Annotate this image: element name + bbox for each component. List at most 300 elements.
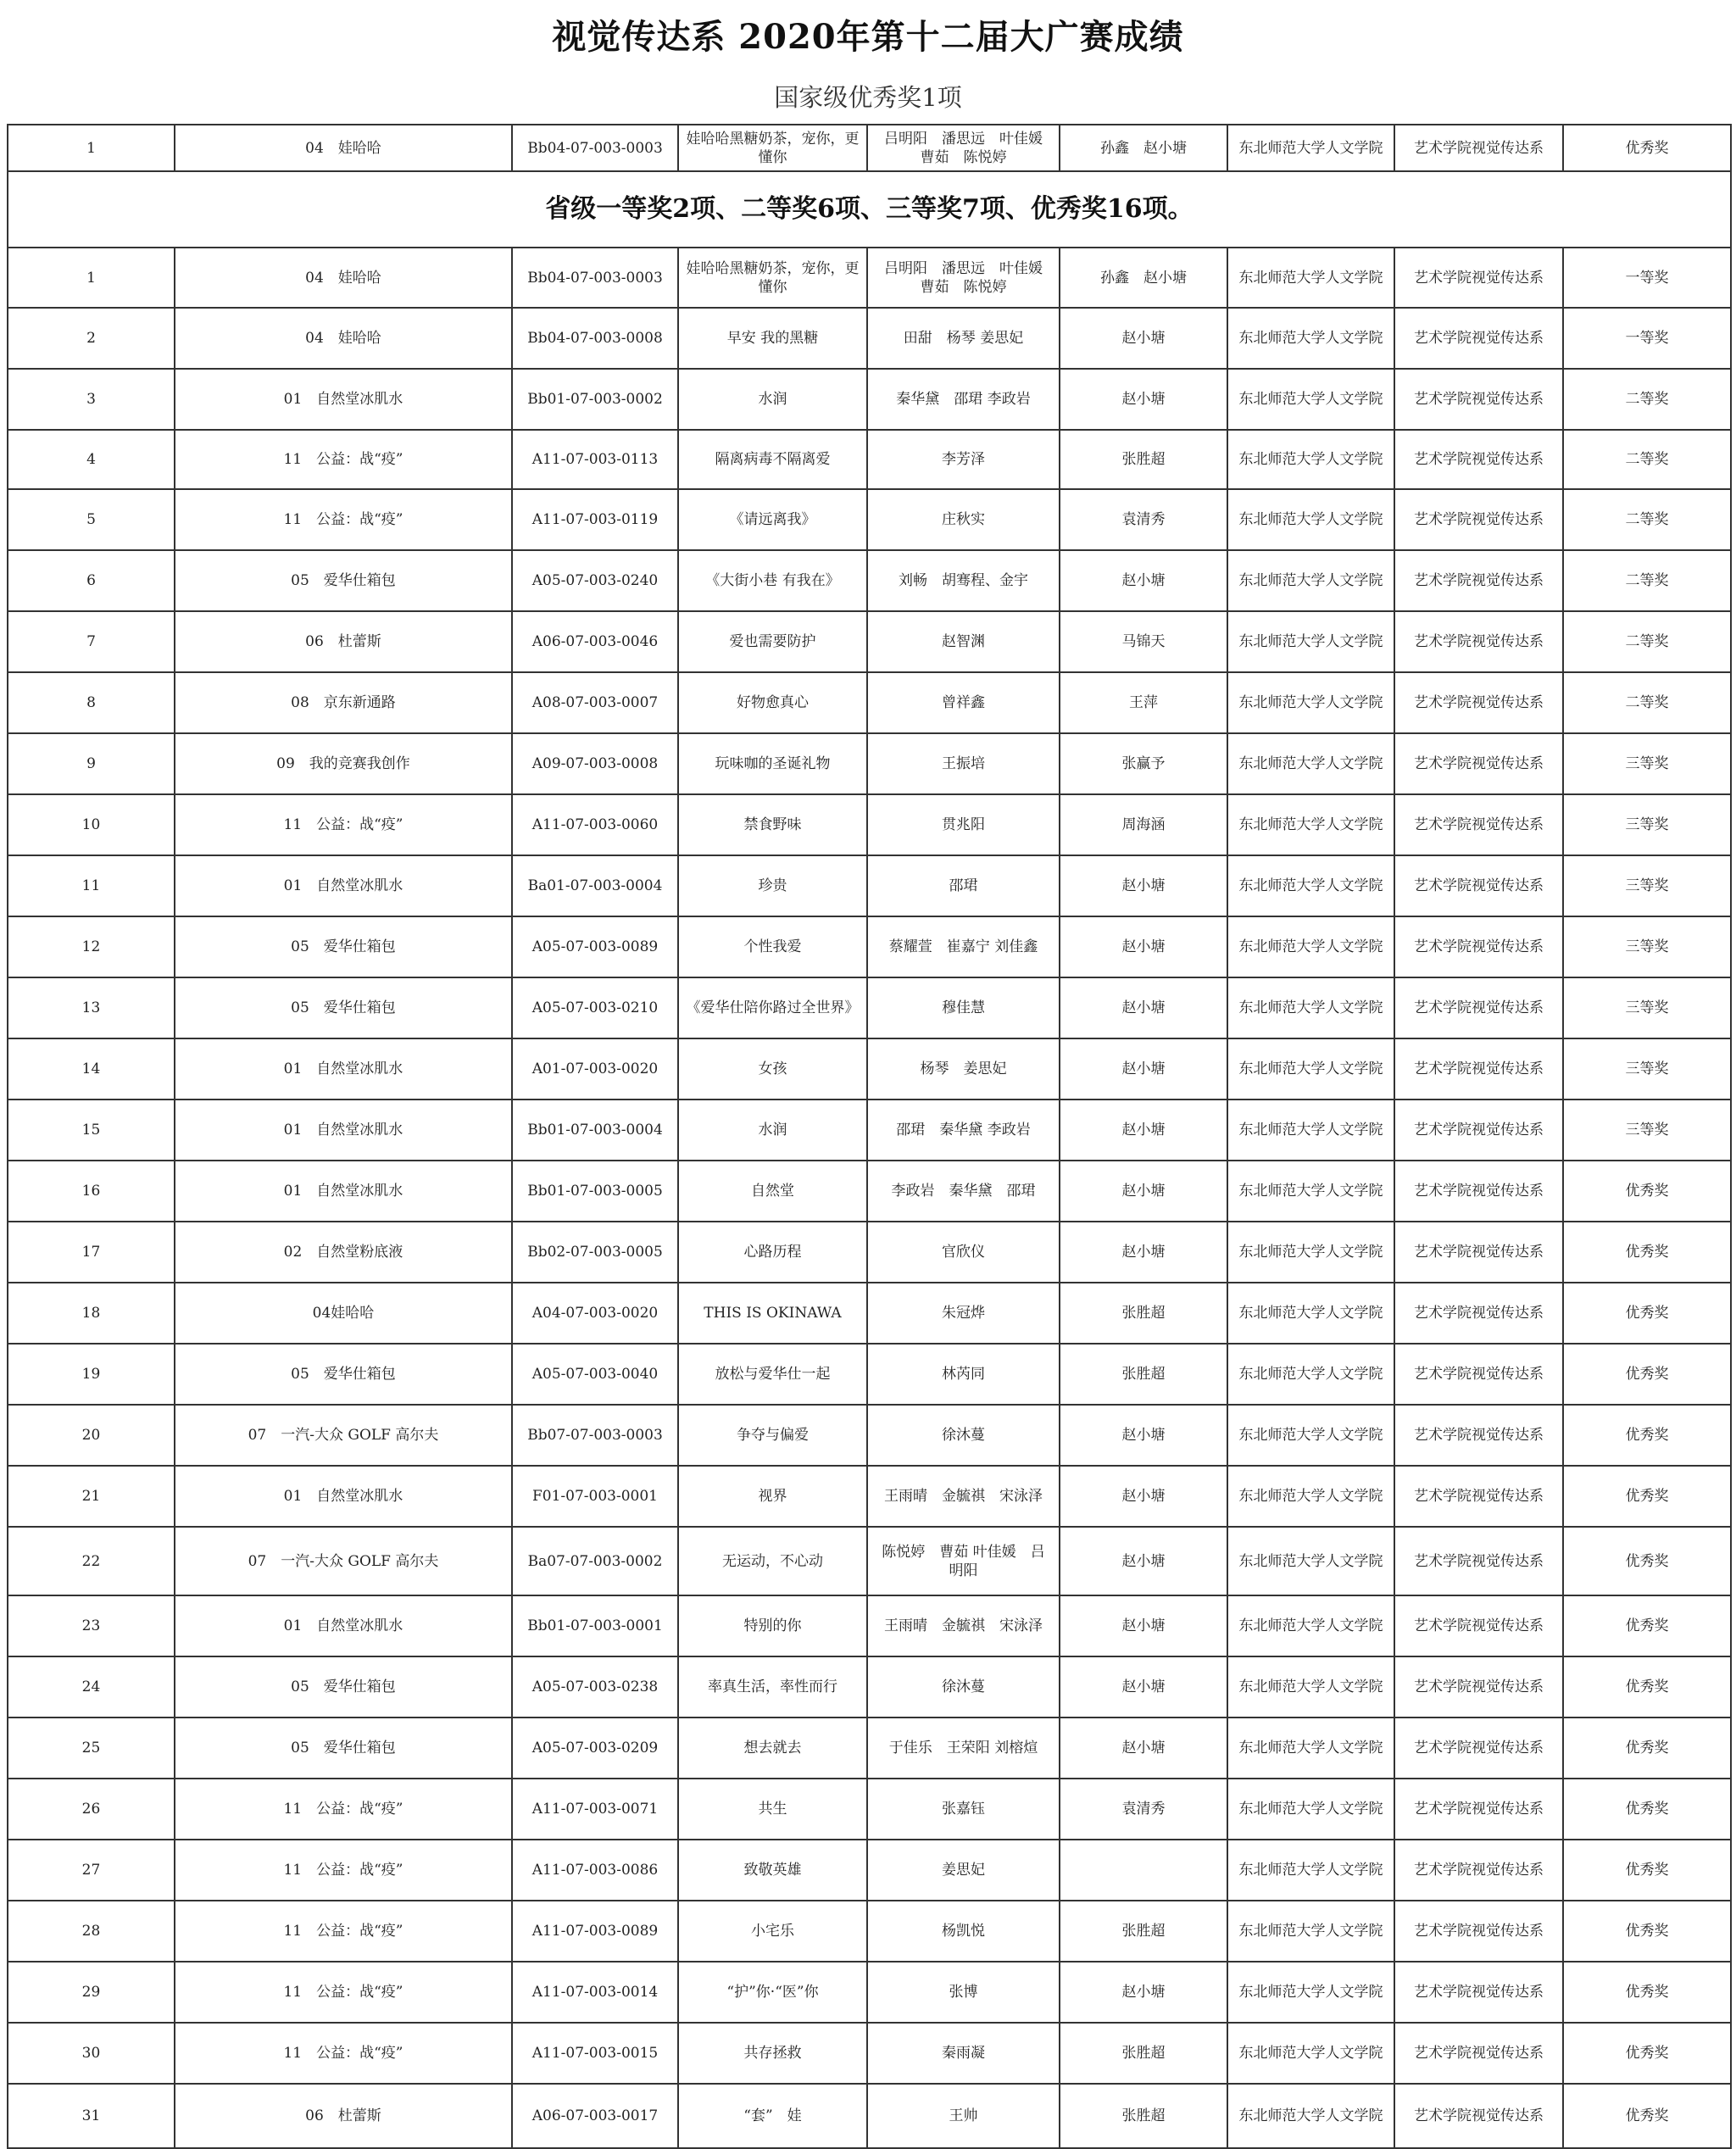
entry-code-cell: A01-07-003-0020 (512, 1038, 678, 1100)
award-cell: 二等奖 (1563, 550, 1731, 611)
entry-code-cell: A06-07-003-0017 (512, 2084, 678, 2148)
table-row (8, 1718, 1731, 1779)
department-cell: 艺术学院视觉传达系 (1394, 125, 1563, 171)
work-title-cell: 《爱华仕陪你路过全世界》 (678, 977, 867, 1038)
category-cell: 01 自然堂冰肌水 (175, 1466, 512, 1527)
entry-code-cell: Bb07-07-003-0003 (512, 1405, 678, 1466)
category-cell: 11 公益：战“疫” (175, 2023, 512, 2084)
entry-code-cell: F01-07-003-0001 (512, 1466, 678, 1527)
category-cell: 04 娃哈哈 (175, 308, 512, 369)
table-row (8, 1100, 1731, 1161)
award-cell: 三等奖 (1563, 1100, 1731, 1161)
provincial-award-heading: 省级一等奖2项、二等奖6项、三等奖7项、优秀奖16项。 (8, 171, 1731, 248)
school-cell: 东北师范大学人文学院 (1227, 672, 1394, 733)
authors-cell: 王雨晴 金毓祺 宋泳泽 (867, 1466, 1060, 1527)
row-number: 16 (8, 1161, 175, 1222)
award-cell: 三等奖 (1563, 794, 1731, 855)
work-title-cell: 想去就去 (678, 1718, 867, 1779)
row-number: 20 (8, 1405, 175, 1466)
category-cell: 08 京东新通路 (175, 672, 512, 733)
entry-code-cell: A09-07-003-0008 (512, 733, 678, 794)
table-row (8, 1779, 1731, 1840)
entry-code-cell: A08-07-003-0007 (512, 672, 678, 733)
school-cell: 东北师范大学人文学院 (1227, 1100, 1394, 1161)
department-cell: 艺术学院视觉传达系 (1394, 2023, 1563, 2084)
category-cell: 11 公益：战“疫” (175, 1962, 512, 2023)
department-cell: 艺术学院视觉传达系 (1394, 1038, 1563, 1100)
table-row (8, 550, 1731, 611)
entry-code-cell: A04-07-003-0020 (512, 1283, 678, 1344)
entry-code-cell: Ba01-07-003-0004 (512, 855, 678, 916)
row-number: 19 (8, 1344, 175, 1405)
row-number: 22 (8, 1527, 175, 1595)
advisor-cell: 孙鑫 赵小塘 (1060, 248, 1227, 308)
category-cell: 11 公益：战“疫” (175, 430, 512, 489)
authors-cell: 赵智渊 (867, 611, 1060, 672)
department-cell: 艺术学院视觉传达系 (1394, 1161, 1563, 1222)
school-cell: 东北师范大学人文学院 (1227, 550, 1394, 611)
department-cell: 艺术学院视觉传达系 (1394, 1100, 1563, 1161)
award-cell: 优秀奖 (1563, 1595, 1731, 1656)
advisor-cell: 张赢予 (1060, 733, 1227, 794)
work-title-cell: 禁食野味 (678, 794, 867, 855)
table-row (8, 430, 1731, 489)
entry-code-cell: A11-07-003-0086 (512, 1840, 678, 1901)
authors-cell: 徐沐蔓 (867, 1656, 1060, 1718)
school-cell: 东北师范大学人文学院 (1227, 1840, 1394, 1901)
table-row (8, 1901, 1731, 1962)
advisor-cell: 赵小塘 (1060, 308, 1227, 369)
advisor-cell: 王萍 (1060, 672, 1227, 733)
school-cell: 东北师范大学人文学院 (1227, 1161, 1394, 1222)
department-cell: 艺术学院视觉传达系 (1394, 855, 1563, 916)
category-cell: 01 自然堂冰肌水 (175, 369, 512, 430)
authors-cell: 李政岩 秦华黛 邵珺 (867, 1161, 1060, 1222)
advisor-cell: 孙鑫 赵小塘 (1060, 125, 1227, 171)
entry-code-cell: A05-07-003-0240 (512, 550, 678, 611)
entry-code-cell: A05-07-003-0238 (512, 1656, 678, 1718)
table-row (8, 1840, 1731, 1901)
school-cell: 东北师范大学人文学院 (1227, 1656, 1394, 1718)
category-cell: 11 公益：战“疫” (175, 1840, 512, 1901)
department-cell: 艺术学院视觉传达系 (1394, 1527, 1563, 1595)
category-cell: 06 杜蕾斯 (175, 2084, 512, 2148)
row-number: 31 (8, 2084, 175, 2148)
work-title-cell: 玩味咖的圣诞礼物 (678, 733, 867, 794)
authors-cell: 林芮同 (867, 1344, 1060, 1405)
national-award-rows (8, 125, 1731, 171)
authors-cell: 穆佳慧 (867, 977, 1060, 1038)
entry-code-cell: Bb02-07-003-0005 (512, 1222, 678, 1283)
advisor-cell: 赵小塘 (1060, 1466, 1227, 1527)
advisor-cell: 袁清秀 (1060, 489, 1227, 550)
entry-code-cell: Bb04-07-003-0008 (512, 308, 678, 369)
category-cell: 01 自然堂冰肌水 (175, 1161, 512, 1222)
work-title-cell: THIS IS OKINAWA (678, 1283, 867, 1344)
award-cell: 优秀奖 (1563, 1222, 1731, 1283)
row-number: 2 (8, 308, 175, 369)
row-number: 26 (8, 1779, 175, 1840)
work-title-cell: 娃哈哈黑糖奶茶，宠你，更懂你 (678, 248, 867, 308)
row-number: 12 (8, 916, 175, 977)
work-title-cell: 《大街小巷 有我在》 (678, 550, 867, 611)
category-cell: 05 爱华仕箱包 (175, 1718, 512, 1779)
table-row (8, 308, 1731, 369)
entry-code-cell: A11-07-003-0014 (512, 1962, 678, 2023)
advisor-cell: 赵小塘 (1060, 550, 1227, 611)
row-number: 6 (8, 550, 175, 611)
entry-code-cell: A11-07-003-0119 (512, 489, 678, 550)
award-cell: 三等奖 (1563, 733, 1731, 794)
authors-cell: 杨琴 姜思妃 (867, 1038, 1060, 1100)
work-title-cell: 视界 (678, 1466, 867, 1527)
advisor-cell: 周海涵 (1060, 794, 1227, 855)
advisor-cell: 赵小塘 (1060, 1718, 1227, 1779)
entry-code-cell: Bb01-07-003-0002 (512, 369, 678, 430)
authors-cell: 徐沐蔓 (867, 1405, 1060, 1466)
category-cell: 11 公益：战“疫” (175, 1901, 512, 1962)
advisor-cell: 张胜超 (1060, 430, 1227, 489)
entry-code-cell: Bb04-07-003-0003 (512, 125, 678, 171)
row-number: 10 (8, 794, 175, 855)
school-cell: 东北师范大学人文学院 (1227, 1222, 1394, 1283)
table-row (8, 916, 1731, 977)
school-cell: 东北师范大学人文学院 (1227, 855, 1394, 916)
department-cell: 艺术学院视觉传达系 (1394, 248, 1563, 308)
school-cell: 东北师范大学人文学院 (1227, 248, 1394, 308)
school-cell: 东北师范大学人文学院 (1227, 125, 1394, 171)
table-row (8, 733, 1731, 794)
advisor-cell: 袁清秀 (1060, 1779, 1227, 1840)
entry-code-cell: Bb01-07-003-0005 (512, 1161, 678, 1222)
authors-cell: 刘畅 胡骞程、金宇 (867, 550, 1060, 611)
advisor-cell: 赵小塘 (1060, 1100, 1227, 1161)
row-number: 21 (8, 1466, 175, 1527)
award-cell: 优秀奖 (1563, 1718, 1731, 1779)
category-cell: 01 自然堂冰肌水 (175, 1100, 512, 1161)
work-title-cell: 水润 (678, 369, 867, 430)
work-title-cell: 女孩 (678, 1038, 867, 1100)
department-cell: 艺术学院视觉传达系 (1394, 916, 1563, 977)
provincial-heading-row (8, 171, 1731, 248)
department-cell: 艺术学院视觉传达系 (1394, 672, 1563, 733)
table-row (8, 794, 1731, 855)
entry-code-cell: A11-07-003-0060 (512, 794, 678, 855)
entry-code-cell: Bb01-07-003-0001 (512, 1595, 678, 1656)
row-number: 1 (8, 248, 175, 308)
entry-code-cell: A11-07-003-0071 (512, 1779, 678, 1840)
table-row (8, 369, 1731, 430)
work-title-cell: 自然堂 (678, 1161, 867, 1222)
row-number: 27 (8, 1840, 175, 1901)
authors-cell: 王帅 (867, 2084, 1060, 2148)
row-number: 23 (8, 1595, 175, 1656)
row-number: 13 (8, 977, 175, 1038)
entry-code-cell: A06-07-003-0046 (512, 611, 678, 672)
entry-code-cell: A05-07-003-0040 (512, 1344, 678, 1405)
authors-cell: 吕明阳 潘思远 叶佳媛 曹茹 陈悦婷 (867, 248, 1060, 308)
school-cell: 东北师范大学人文学院 (1227, 916, 1394, 977)
advisor-cell: 赵小塘 (1060, 1038, 1227, 1100)
department-cell: 艺术学院视觉传达系 (1394, 794, 1563, 855)
advisor-cell (1060, 1840, 1227, 1901)
table-row (8, 1595, 1731, 1656)
table-row (8, 125, 1731, 171)
authors-cell: 张嘉钰 (867, 1779, 1060, 1840)
work-title-cell: 娃哈哈黑糖奶茶，宠你，更懂你 (678, 125, 867, 171)
row-number: 1 (8, 125, 175, 171)
category-cell: 05 爱华仕箱包 (175, 977, 512, 1038)
advisor-cell: 赵小塘 (1060, 1405, 1227, 1466)
work-title-cell: 小宅乐 (678, 1901, 867, 1962)
school-cell: 东北师范大学人文学院 (1227, 1595, 1394, 1656)
department-cell: 艺术学院视觉传达系 (1394, 1779, 1563, 1840)
department-cell: 艺术学院视觉传达系 (1394, 1718, 1563, 1779)
department-cell: 艺术学院视觉传达系 (1394, 1283, 1563, 1344)
work-title-cell: 心路历程 (678, 1222, 867, 1283)
advisor-cell: 赵小塘 (1060, 1527, 1227, 1595)
work-title-cell: 隔离病毒不隔离爱 (678, 430, 867, 489)
category-cell: 11 公益：战“疫” (175, 794, 512, 855)
department-cell: 艺术学院视觉传达系 (1394, 550, 1563, 611)
school-cell: 东北师范大学人文学院 (1227, 1283, 1394, 1344)
work-title-cell: 无运动，不心动 (678, 1527, 867, 1595)
table-row (8, 489, 1731, 550)
school-cell: 东北师范大学人文学院 (1227, 794, 1394, 855)
row-number: 4 (8, 430, 175, 489)
row-number: 17 (8, 1222, 175, 1283)
authors-cell: 张博 (867, 1962, 1060, 2023)
table-row (8, 1962, 1731, 2023)
category-cell: 02 自然堂粉底液 (175, 1222, 512, 1283)
advisor-cell: 赵小塘 (1060, 1962, 1227, 2023)
table-row (8, 1222, 1731, 1283)
category-cell: 01 自然堂冰肌水 (175, 1595, 512, 1656)
award-cell: 三等奖 (1563, 1038, 1731, 1100)
school-cell: 东北师范大学人文学院 (1227, 489, 1394, 550)
table-row (8, 2023, 1731, 2084)
entry-code-cell: A11-07-003-0113 (512, 430, 678, 489)
row-number: 29 (8, 1962, 175, 2023)
authors-cell: 田甜 杨琴 姜思妃 (867, 308, 1060, 369)
row-number: 11 (8, 855, 175, 916)
table-row (8, 855, 1731, 916)
category-cell: 01 自然堂冰肌水 (175, 855, 512, 916)
category-cell: 07 一汽-大众 GOLF 高尔夫 (175, 1527, 512, 1595)
authors-cell: 蔡耀萱 崔嘉宁 刘佳鑫 (867, 916, 1060, 977)
category-cell: 07 一汽-大众 GOLF 高尔夫 (175, 1405, 512, 1466)
department-cell: 艺术学院视觉传达系 (1394, 2084, 1563, 2148)
advisor-cell: 张胜超 (1060, 1283, 1227, 1344)
work-title-cell: 共存拯救 (678, 2023, 867, 2084)
award-cell: 二等奖 (1563, 611, 1731, 672)
row-number: 18 (8, 1283, 175, 1344)
work-title-cell: 水润 (678, 1100, 867, 1161)
department-cell: 艺术学院视觉传达系 (1394, 733, 1563, 794)
work-title-cell: 争夺与偏爱 (678, 1405, 867, 1466)
row-number: 8 (8, 672, 175, 733)
school-cell: 东北师范大学人文学院 (1227, 369, 1394, 430)
award-cell: 优秀奖 (1563, 1840, 1731, 1901)
department-cell: 艺术学院视觉传达系 (1394, 1901, 1563, 1962)
department-cell: 艺术学院视觉传达系 (1394, 1962, 1563, 2023)
department-cell: 艺术学院视觉传达系 (1394, 369, 1563, 430)
advisor-cell: 张胜超 (1060, 2023, 1227, 2084)
award-cell: 优秀奖 (1563, 1962, 1731, 2023)
advisor-cell: 赵小塘 (1060, 1656, 1227, 1718)
department-cell: 艺术学院视觉传达系 (1394, 308, 1563, 369)
award-cell: 三等奖 (1563, 855, 1731, 916)
provincial-award-rows (8, 248, 1731, 2148)
authors-cell: 于佳乐 王荣阳 刘榕煊 (867, 1718, 1060, 1779)
school-cell: 东北师范大学人文学院 (1227, 977, 1394, 1038)
work-title-cell: “护”你·“医”你 (678, 1962, 867, 2023)
category-cell: 05 爱华仕箱包 (175, 916, 512, 977)
category-cell: 04 娃哈哈 (175, 248, 512, 308)
table-row (8, 1527, 1731, 1595)
table-row (8, 1283, 1731, 1344)
department-cell: 艺术学院视觉传达系 (1394, 1344, 1563, 1405)
authors-cell: 贯兆阳 (867, 794, 1060, 855)
school-cell: 东北师范大学人文学院 (1227, 1901, 1394, 1962)
advisor-cell: 赵小塘 (1060, 369, 1227, 430)
advisor-cell: 张胜超 (1060, 1344, 1227, 1405)
table-row (8, 2084, 1731, 2148)
school-cell: 东北师范大学人文学院 (1227, 733, 1394, 794)
row-number: 7 (8, 611, 175, 672)
school-cell: 东北师范大学人文学院 (1227, 308, 1394, 369)
category-cell: 05 爱华仕箱包 (175, 550, 512, 611)
authors-cell: 姜思妃 (867, 1840, 1060, 1901)
table-row (8, 1656, 1731, 1718)
table-row (8, 1405, 1731, 1466)
award-cell: 三等奖 (1563, 977, 1731, 1038)
advisor-cell: 赵小塘 (1060, 916, 1227, 977)
row-number: 9 (8, 733, 175, 794)
school-cell: 东北师范大学人文学院 (1227, 1962, 1394, 2023)
authors-cell: 邵珺 (867, 855, 1060, 916)
award-cell: 优秀奖 (1563, 2023, 1731, 2084)
award-cell: 优秀奖 (1563, 1779, 1731, 1840)
school-cell: 东北师范大学人文学院 (1227, 1718, 1394, 1779)
table-row (8, 1344, 1731, 1405)
advisor-cell: 马锦天 (1060, 611, 1227, 672)
page-title: 视觉传达系 2020年第十二届大广赛成绩 (552, 17, 1184, 57)
row-number: 14 (8, 1038, 175, 1100)
school-cell: 东北师范大学人文学院 (1227, 1038, 1394, 1100)
row-number: 30 (8, 2023, 175, 2084)
category-cell: 11 公益：战“疫” (175, 1779, 512, 1840)
school-cell: 东北师范大学人文学院 (1227, 1779, 1394, 1840)
work-title-cell: 致敬英雄 (678, 1840, 867, 1901)
department-cell: 艺术学院视觉传达系 (1394, 1840, 1563, 1901)
authors-cell: 曾祥鑫 (867, 672, 1060, 733)
row-number: 3 (8, 369, 175, 430)
authors-cell: 朱冠烨 (867, 1283, 1060, 1344)
table-row (8, 977, 1731, 1038)
work-title-cell: 爱也需要防护 (678, 611, 867, 672)
department-cell: 艺术学院视觉传达系 (1394, 1656, 1563, 1718)
category-cell: 06 杜蕾斯 (175, 611, 512, 672)
work-title-cell: “套” 娃 (678, 2084, 867, 2148)
authors-cell: 吕明阳 潘思远 叶佳媛 曹茹 陈悦婷 (867, 125, 1060, 171)
school-cell: 东北师范大学人文学院 (1227, 611, 1394, 672)
authors-cell: 王振培 (867, 733, 1060, 794)
award-cell: 二等奖 (1563, 430, 1731, 489)
work-title-cell: 珍贵 (678, 855, 867, 916)
work-title-cell: 早安 我的黑糖 (678, 308, 867, 369)
table-row (8, 1466, 1731, 1527)
award-cell: 优秀奖 (1563, 1466, 1731, 1527)
award-cell: 优秀奖 (1563, 1283, 1731, 1344)
award-cell: 二等奖 (1563, 672, 1731, 733)
authors-cell: 杨凯悦 (867, 1901, 1060, 1962)
award-cell: 优秀奖 (1563, 1656, 1731, 1718)
authors-cell: 邵珺 秦华黛 李政岩 (867, 1100, 1060, 1161)
entry-code-cell: A05-07-003-0210 (512, 977, 678, 1038)
school-cell: 东北师范大学人文学院 (1227, 1405, 1394, 1466)
work-title-cell: 特别的你 (678, 1595, 867, 1656)
school-cell: 东北师范大学人文学院 (1227, 430, 1394, 489)
award-cell: 优秀奖 (1563, 2084, 1731, 2148)
department-cell: 艺术学院视觉传达系 (1394, 430, 1563, 489)
school-cell: 东北师范大学人文学院 (1227, 1527, 1394, 1595)
award-cell: 优秀奖 (1563, 1527, 1731, 1595)
entry-code-cell: A05-07-003-0209 (512, 1718, 678, 1779)
award-cell: 二等奖 (1563, 489, 1731, 550)
row-number: 28 (8, 1901, 175, 1962)
row-number: 25 (8, 1718, 175, 1779)
work-title-cell: 放松与爱华仕一起 (678, 1344, 867, 1405)
advisor-cell: 赵小塘 (1060, 1222, 1227, 1283)
authors-cell: 王雨晴 金毓祺 宋泳泽 (867, 1595, 1060, 1656)
entry-code-cell: A05-07-003-0089 (512, 916, 678, 977)
award-cell: 优秀奖 (1563, 125, 1731, 171)
entry-code-cell: Ba07-07-003-0002 (512, 1527, 678, 1595)
category-cell: 09 我的竞赛我创作 (175, 733, 512, 794)
table-row (8, 672, 1731, 733)
national-award-heading: 国家级优秀奖1项 (774, 83, 962, 112)
work-title-cell: 好物愈真心 (678, 672, 867, 733)
school-cell: 东北师范大学人文学院 (1227, 1344, 1394, 1405)
category-cell: 01 自然堂冰肌水 (175, 1038, 512, 1100)
award-cell: 一等奖 (1563, 248, 1731, 308)
award-cell: 一等奖 (1563, 308, 1731, 369)
row-number: 24 (8, 1656, 175, 1718)
department-cell: 艺术学院视觉传达系 (1394, 1405, 1563, 1466)
row-number: 15 (8, 1100, 175, 1161)
entry-code-cell: A11-07-003-0015 (512, 2023, 678, 2084)
school-cell: 东北师范大学人文学院 (1227, 2023, 1394, 2084)
category-cell: 05 爱华仕箱包 (175, 1344, 512, 1405)
table-row (8, 1161, 1731, 1222)
authors-cell: 秦华黛 邵珺 李政岩 (867, 369, 1060, 430)
department-cell: 艺术学院视觉传达系 (1394, 1595, 1563, 1656)
school-cell: 东北师范大学人文学院 (1227, 1466, 1394, 1527)
award-cell: 优秀奖 (1563, 1161, 1731, 1222)
advisor-cell: 赵小塘 (1060, 855, 1227, 916)
advisor-cell: 赵小塘 (1060, 977, 1227, 1038)
work-title-cell: 率真生活，率性而行 (678, 1656, 867, 1718)
award-cell: 优秀奖 (1563, 1901, 1731, 1962)
authors-cell: 庄秋实 (867, 489, 1060, 550)
school-cell: 东北师范大学人文学院 (1227, 2084, 1394, 2148)
authors-cell: 秦雨凝 (867, 2023, 1060, 2084)
department-cell: 艺术学院视觉传达系 (1394, 977, 1563, 1038)
table-row (8, 1038, 1731, 1100)
entry-code-cell: A11-07-003-0089 (512, 1901, 678, 1962)
category-cell: 11 公益：战“疫” (175, 489, 512, 550)
